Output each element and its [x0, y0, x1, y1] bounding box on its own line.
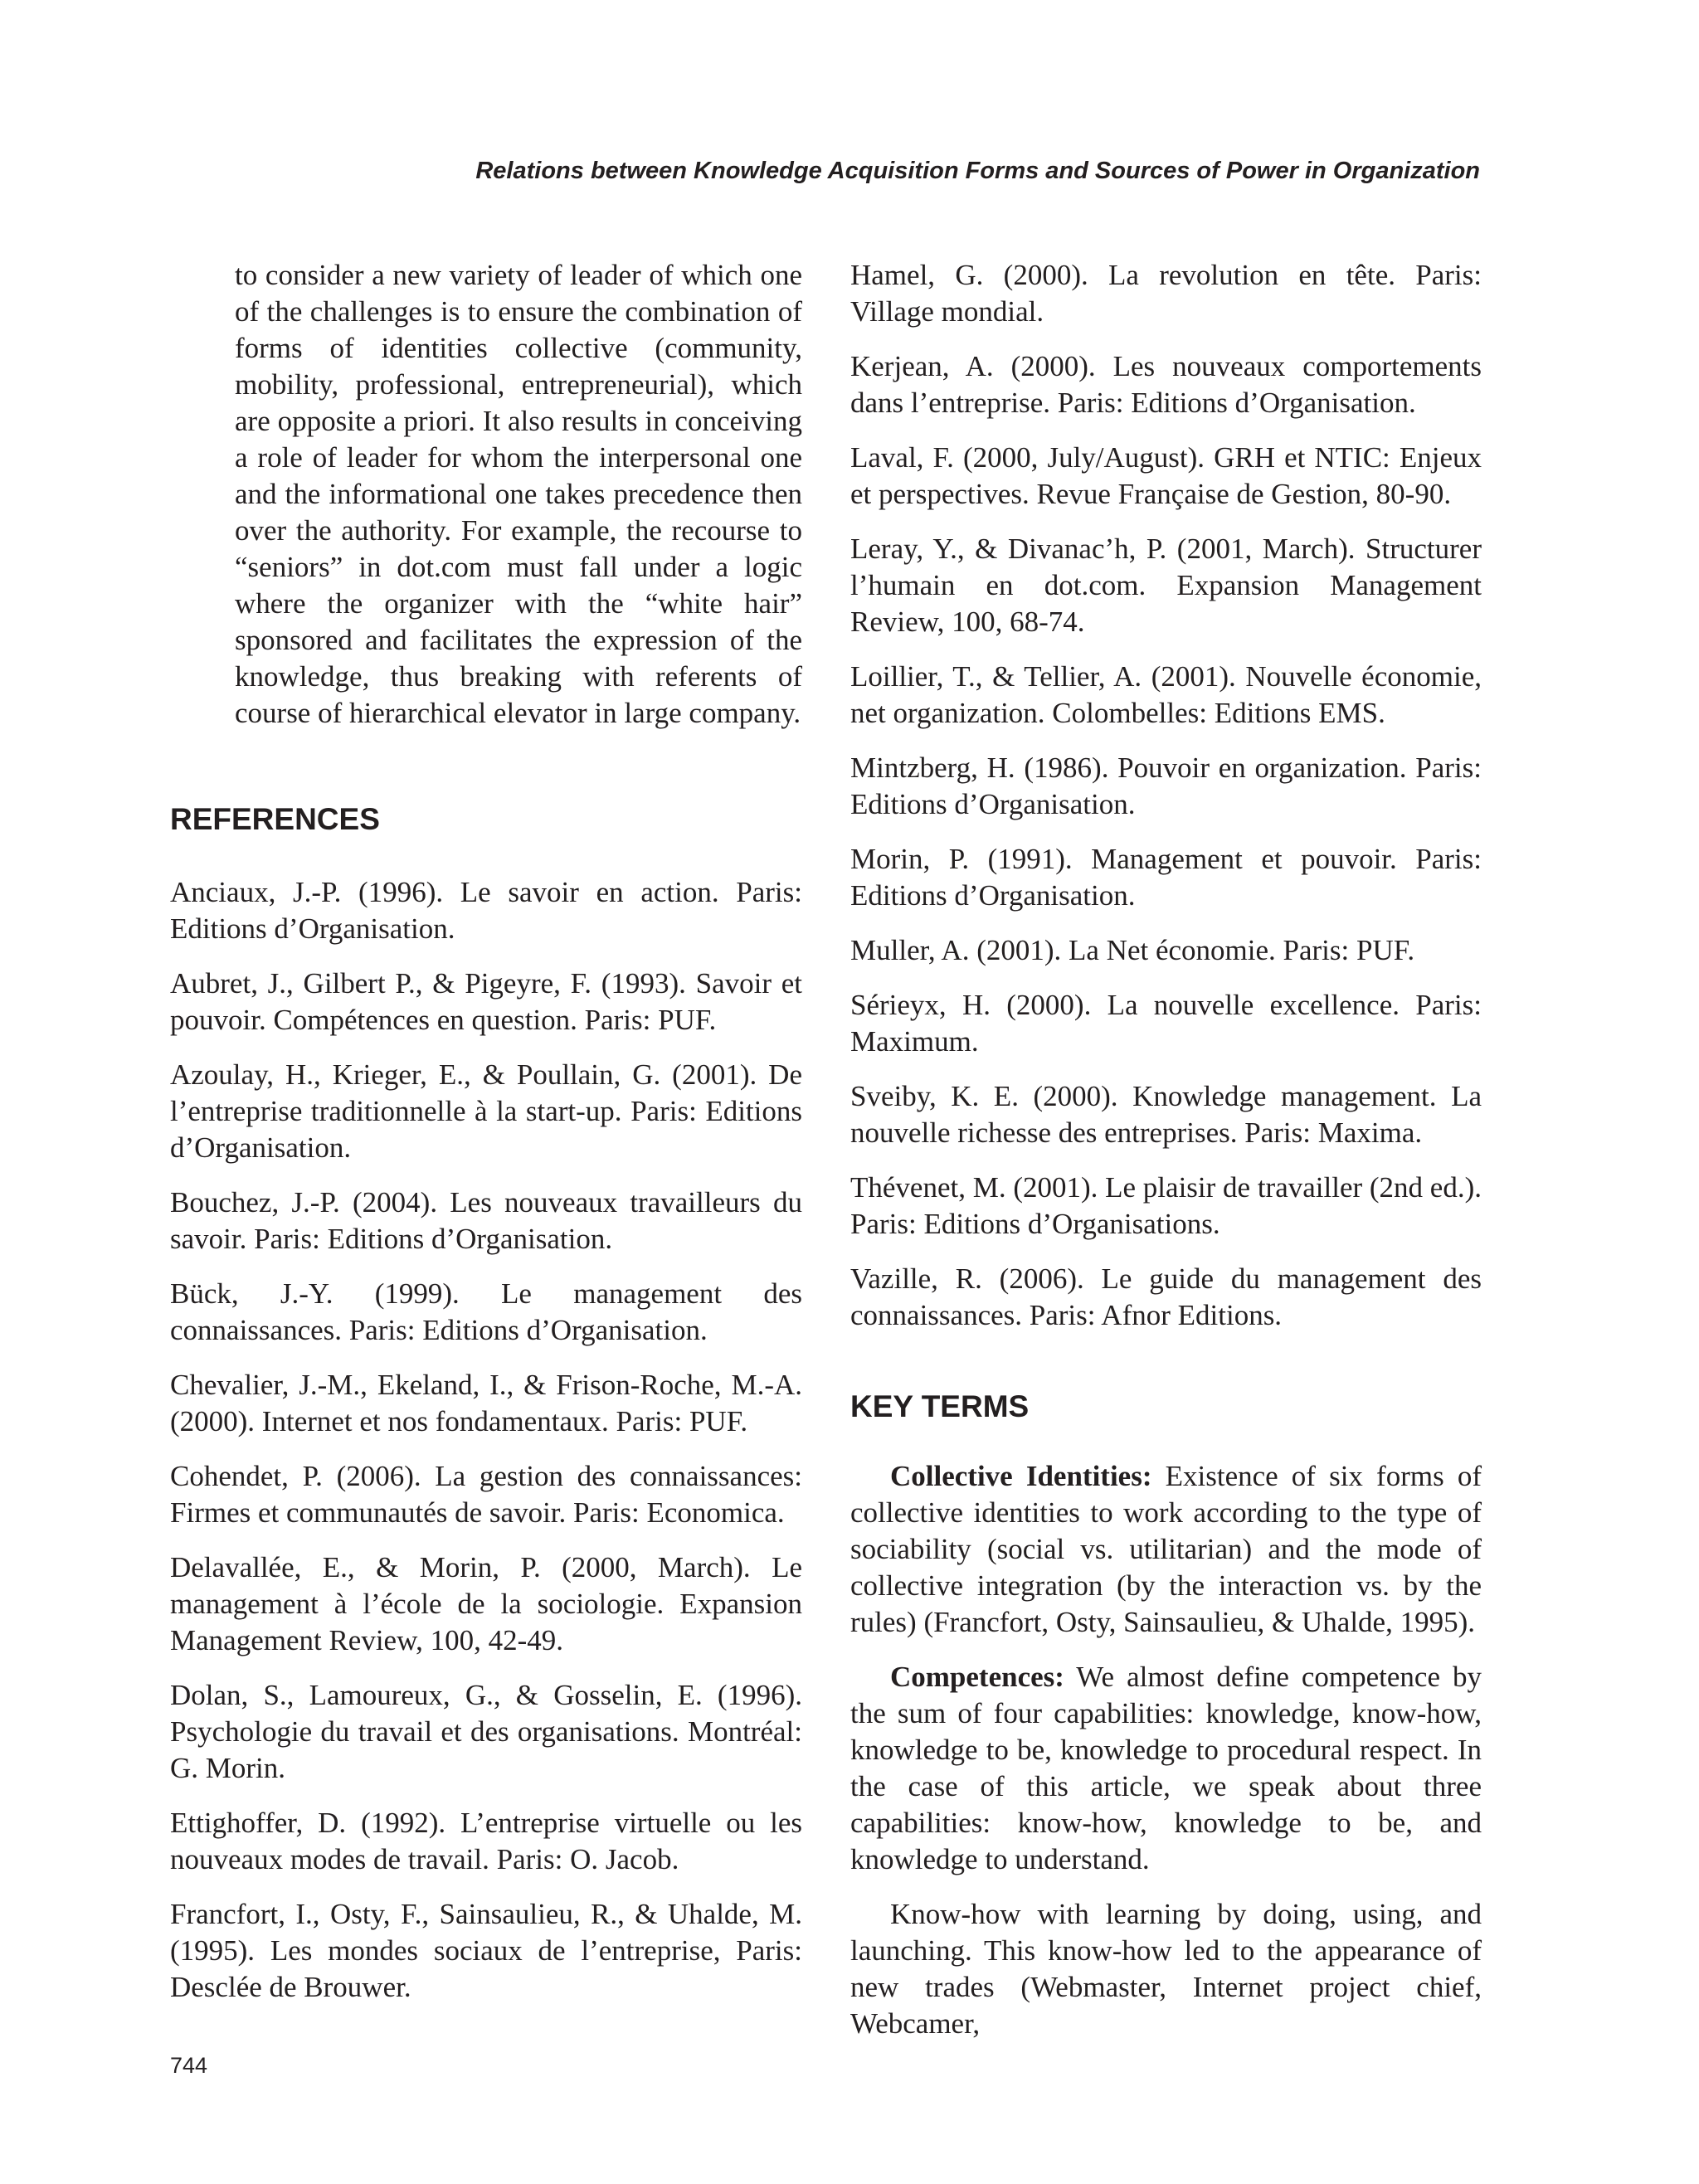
reference-entry: Ettighoffer, D. (1992). L’entreprise virtuelle ou les nouveaux modes de travail. Paris: O. Jacob. [170, 1807, 802, 1875]
reference-entry: Azoulay, H., Krieger, E., & Poullain, G. (2001). De l’entreprise traditionnelle à la start-up. Paris: Editions d’Organisation. [170, 1058, 802, 1164]
reference-entry: Aubret, J., Gilbert P., & Pigeyre, F. (1993). Savoir et pouvoir. Compétences en question. Paris: PUF. [170, 967, 802, 1036]
key-term-definition: Know-how with learning by doing, using, and launching. This know-how led to the appearance of new trades (Webmaster, Internet project chief, Webcamer, [850, 1898, 1482, 2040]
running-head: Relations between Knowledge Acquisition Forms and Sources of Power in Organization [475, 158, 1480, 184]
reference-entry: Bück, J.-Y. (1999). Le management des connaissances. Paris: Editions d’Organisation. [170, 1277, 802, 1346]
reference-entry: Bouchez, J.-P. (2004). Les nouveaux travailleurs du savoir. Paris: Editions d’Organisation. [170, 1186, 802, 1255]
reference-entry: Sveiby, K. E. (2000). Knowledge management. La nouvelle richesse des entreprises. Paris: Maxima. [850, 1080, 1482, 1149]
reference-entry: Francfort, I., Osty, F., Sainsaulieu, R., & Uhalde, M. (1995). Les mondes sociaux de l’entreprise, Paris: Desclée de Brouwer. [170, 1898, 802, 2003]
reference-entry: Morin, P. (1991). Management et pouvoir. Paris: Editions d’Organisation. [850, 843, 1482, 912]
reference-entry: Muller, A. (2001). La Net économie. Paris: PUF. [850, 934, 1415, 966]
key-term-name: Collective Identities: [890, 1460, 1152, 1492]
reference-entry: Chevalier, J.-M., Ekeland, I., & Frison-Roche, M.-A. (2000). Internet et nos fondamentaux. Paris: PUF. [170, 1369, 802, 1437]
right-column [850, 257, 1482, 2060]
reference-entry: Hamel, G. (2000). La revolution en tête. Paris: Village mondial. [850, 259, 1482, 328]
key-term-paragraph [850, 1896, 1482, 2042]
reference-entry: Sérieyx, H. (2000). La nouvelle excellence. Paris: Maximum. [850, 989, 1482, 1058]
key-term-paragraph [850, 1458, 1482, 1641]
page-number: 744 [170, 2053, 208, 2078]
reference-entry: Leray, Y., & Divanac’h, P. (2001, March). Structurer l’humain en dot.com. Expansion Management Review, 100, 68-74. [850, 533, 1482, 638]
key-term-definition: We almost define competence by the sum of four capabilities: knowledge, know-how, knowledge to be, knowledge to procedural respect. In the case of this article, we speak about three capabilities: know-how, knowledge to be, and knowledge to understand. [850, 1661, 1482, 1875]
references-heading: REFERENCES [170, 802, 380, 836]
key-term-definition: Existence of six forms of collective identities to work according to the type of sociability (social vs. utilitarian) and the mode of collective integration (by the interaction vs. by the rules) (Francfort, Osty, Sainsaulieu, & Uhalde, 1995). [850, 1460, 1482, 1638]
reference-entry: Anciaux, J.-P. (1996). Le savoir en action. Paris: Editions d’Organisation. [170, 876, 802, 945]
reference-entry: Loillier, T., & Tellier, A. (2001). Nouvelle économie, net organization. Colombelles: Editions EMS. [850, 660, 1482, 729]
reference-entry: Delavallée, E., & Morin, P. (2000, March). Le management à l’école de la sociologie. Expansion Management Review, 100, 42-49. [170, 1551, 802, 1656]
left-column [170, 257, 802, 2024]
key-term-name: Competences: [890, 1661, 1064, 1693]
reference-entry: Dolan, S., Lamoureux, G., & Gosselin, E. (1996). Psychologie du travail et des organisations. Montréal: G. Morin. [170, 1679, 802, 1784]
reference-entry: Laval, F. (2000, July/August). GRH et NTIC: Enjeux et perspectives. Revue Française de Gestion, 80-90. [850, 441, 1482, 510]
key-term-paragraph [850, 1659, 1482, 1878]
reference-entry: Vazille, R. (2006). Le guide du management des connaissances. Paris: Afnor Editions. [850, 1262, 1482, 1331]
key-terms-heading: KEY TERMS [850, 1389, 1030, 1423]
intro-paragraph: to consider a new variety of leader of which one of the challenges is to ensure the combination of forms of identities collective (community, mobility, professional, entrepreneurial), which are opposite a priori. It also results in conceiving a role of leader for whom the interpersonal one and the informational one takes precedence then over the authority. For example, the recourse to “seniors” in dot.com must fall under a logic where the organizer with the “white hair” sponsored and facilitates the expression of the knowledge, thus breaking with referents of course of hierarchical elevator in large company. [235, 259, 802, 729]
reference-entry: Mintzberg, H. (1986). Pouvoir en organization. Paris: Editions d’Organisation. [850, 752, 1482, 820]
reference-entry: Cohendet, P. (2006). La gestion des connaissances: Firmes et communautés de savoir. Paris: Economica. [170, 1460, 802, 1529]
reference-entry: Kerjean, A. (2000). Les nouveaux comportements dans l’entreprise. Paris: Editions d’Organisation. [850, 350, 1482, 419]
reference-entry: Thévenet, M. (2001). Le plaisir de travailler (2nd ed.). Paris: Editions d’Organisations. [850, 1171, 1482, 1240]
